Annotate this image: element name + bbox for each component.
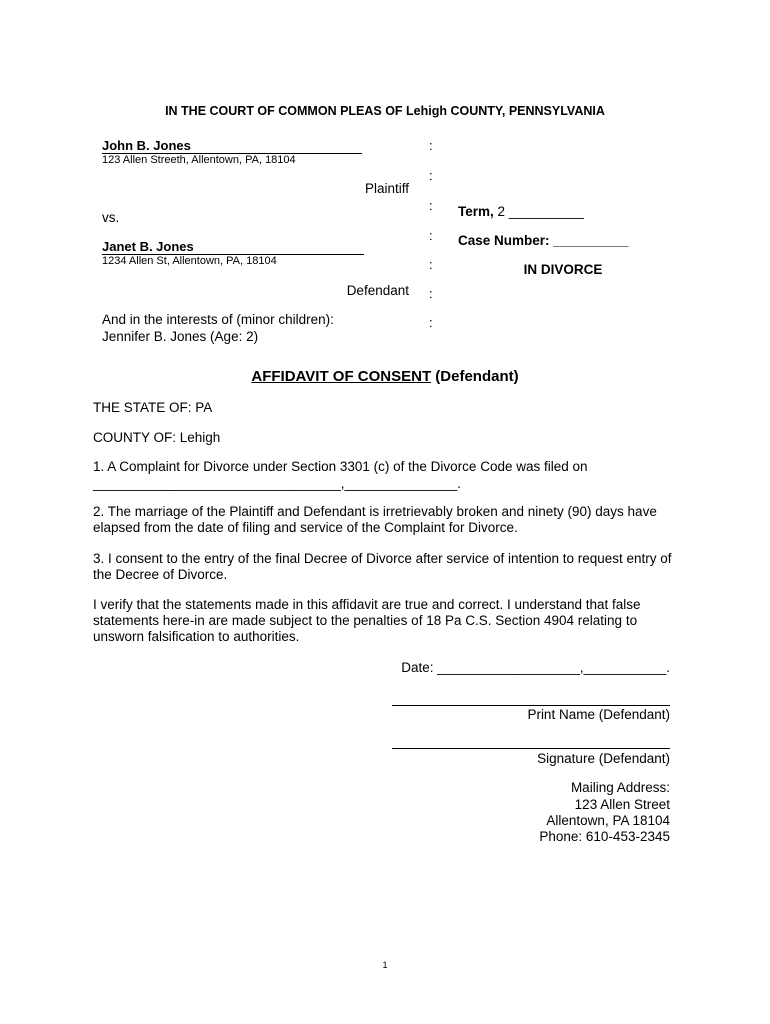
paragraph-2: 2. The marriage of the Plaintiff and Defendant is irretrievably broken and ninety (90) days have elapsed from the date of filing and service of the Complaint for Divorce. bbox=[93, 504, 657, 535]
signature-line bbox=[392, 748, 670, 749]
print-name-label: Print Name (Defendant) bbox=[527, 707, 670, 722]
caption-colon: : bbox=[429, 168, 433, 183]
caption-colon: : bbox=[429, 257, 433, 272]
caption-colon: : bbox=[429, 315, 433, 330]
signature-label: Signature (Defendant) bbox=[537, 751, 670, 766]
caption-colon: : bbox=[429, 138, 433, 153]
plaintiff-name: John B. Jones bbox=[102, 138, 191, 153]
page-number: 1 bbox=[382, 960, 388, 970]
mailing-street: 123 Allen Street bbox=[574, 797, 670, 812]
paragraph-1-line-2: _________________________________,_______________. bbox=[93, 476, 461, 491]
defendant-address: 1234 Allen St, Allentown, PA, 18104 bbox=[102, 255, 277, 267]
defendant-name: Janet B. Jones bbox=[102, 239, 194, 254]
children-intro: And in the interests of (minor children): bbox=[102, 312, 334, 327]
document-title bbox=[0, 368, 770, 385]
term-label: Term, bbox=[458, 204, 494, 219]
caption-colon: : bbox=[429, 198, 433, 213]
plaintiff-label: Plaintiff bbox=[364, 181, 409, 196]
title-main: AFFIDAVIT OF CONSENT bbox=[251, 368, 432, 385]
print-name-line bbox=[392, 705, 670, 706]
children-list: Jennifer B. Jones (Age: 2) bbox=[102, 329, 259, 344]
county-line: COUNTY OF: Lehigh bbox=[93, 430, 221, 445]
state-line: THE STATE OF: PA bbox=[93, 400, 213, 415]
versus-label: vs. bbox=[102, 210, 120, 225]
caption-colon: : bbox=[429, 286, 433, 301]
date-field: Date: ___________________,___________. bbox=[401, 660, 670, 675]
mailing-city: Allentown, PA 18104 bbox=[546, 813, 670, 828]
paragraph-1-line-1: 1. A Complaint for Divorce under Section 3301 (c) of the Divorce Code was filed on bbox=[93, 459, 588, 474]
court-heading: IN THE COURT OF COMMON PLEAS OF Lehigh COUNTY, PENNSYLVANIA bbox=[165, 104, 605, 118]
defendant-label: Defendant bbox=[346, 283, 409, 298]
in-divorce-label: IN DIVORCE bbox=[523, 262, 603, 277]
term-value: 2 __________ bbox=[497, 204, 584, 219]
paragraph-3: 3. I consent to the entry of the final Decree of Divorce after service of intention to request entry of the Decree of Divorce. bbox=[93, 551, 672, 582]
verification-paragraph: I verify that the statements made in this affidavit are true and correct. I understand that false statements here-in are made subject to the penalties of 18 Pa C.S. Section 4904 relating to unsworn falsification to authorities. bbox=[93, 597, 641, 644]
caption-colon: : bbox=[429, 228, 433, 243]
phone-number: Phone: 610-453-2345 bbox=[539, 829, 670, 844]
title-suffix: (Defendant) bbox=[435, 368, 519, 385]
term-field bbox=[458, 204, 584, 219]
case-number: Case Number: __________ bbox=[458, 233, 629, 248]
mailing-address-label: Mailing Address: bbox=[570, 780, 670, 795]
plaintiff-address: 123 Allen Streeth, Allentown, PA, 18104 bbox=[102, 154, 296, 166]
